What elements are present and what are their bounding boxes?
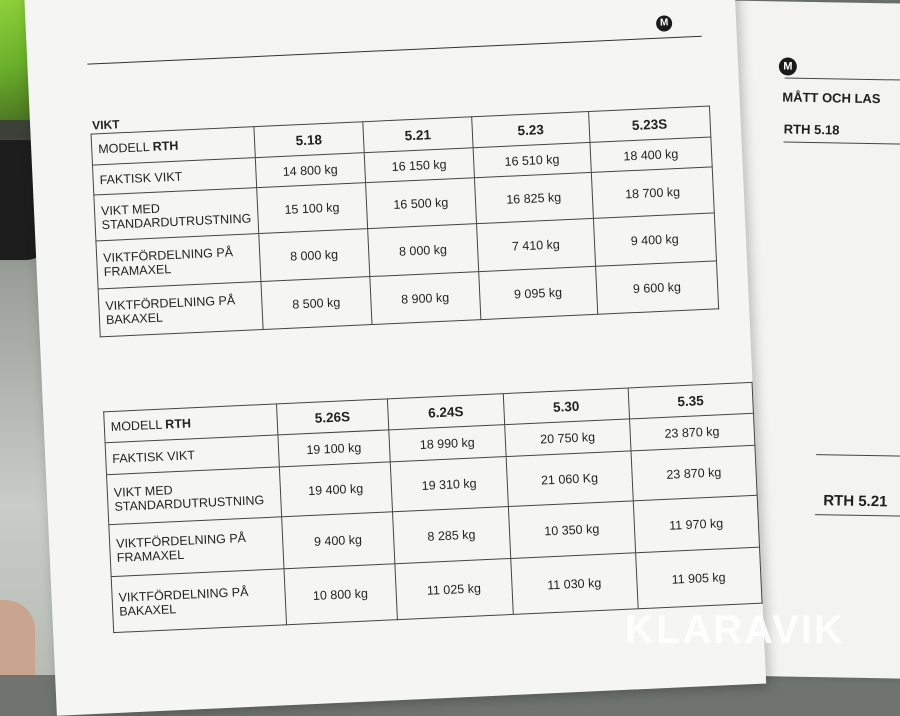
right-page-subheading-1: RTH 5.18 [783,121,840,138]
model-header: 5.18 [254,122,364,158]
watermark-logo: KLARAVIK [625,608,845,652]
table-cell: 16 500 kg [365,178,476,229]
table-cell: 8 500 kg [261,277,372,330]
table-cell: 9 400 kg [593,213,716,266]
table-cell: 10 800 kg [284,564,397,625]
model-header: 5.21 [363,117,473,153]
table-cell: 11 030 kg [511,553,638,615]
right-page-heading: MÅTT OCH LAS [782,89,881,107]
section-title: VIKT [91,117,120,133]
table-cell: 11 970 kg [633,495,760,553]
table-cell: 16 510 kg [473,142,591,177]
table-cell: 14 800 kg [255,153,365,188]
model-header: 5.23 [471,111,589,147]
table-cell: 11 025 kg [394,558,513,619]
table-cell: 18 990 kg [388,425,506,462]
row-label: FAKTISK VIKT [92,158,256,195]
table-cell: 15 100 kg [256,183,367,234]
right-header-rule [785,77,900,80]
table-cell: 16 150 kg [364,148,474,183]
model-header: 5.23S [588,106,710,142]
row-label: VIKT MED STANDARDUTRUSTNING [107,467,282,525]
right-page-subheading-2: RTH 5.21 [823,492,888,511]
row-label: VIKTFÖRDELNING PÅ BAKAXEL [111,569,286,633]
table-cell: 10 350 kg [508,501,635,559]
table-cell: 21 060 Kg [506,451,633,507]
right-rule-1 [784,141,900,144]
brand-logo-icon: M [656,15,673,32]
table-cell: 18 400 kg [590,137,712,172]
row-label: VIKTFÖRDELNING PÅ FRAMAXEL [109,517,284,577]
table-cell: 8 000 kg [259,229,370,282]
row-label: VIKT MED STANDARDUTRUSTNING [94,188,259,241]
model-header: 6.24S [387,394,505,430]
table-cell: 9 600 kg [595,261,718,314]
table-cell: 9 095 kg [478,266,597,319]
model-label: MODELL RTH [104,404,278,443]
table-cell: 19 310 kg [390,457,509,512]
table-cell: 8 000 kg [367,224,478,277]
weight-table-2 [103,382,762,633]
model-label: MODELL RTH [91,127,255,165]
table-cell: 7 410 kg [476,218,595,271]
table-cell: 18 700 kg [591,167,714,218]
model-header: 5.35 [628,382,754,419]
table-cell: 8 900 kg [370,272,481,325]
brand-logo-icon: M [779,57,797,75]
table-cell: 8 285 kg [392,507,511,564]
weight-table-1 [91,105,719,337]
row-label: FAKTISK VIKT [105,435,279,475]
model-header: 5.30 [503,388,629,425]
right-rule-2 [816,454,900,457]
header-rule [87,36,701,65]
table-cell: 11 905 kg [635,547,762,609]
right-rule-3 [815,514,900,517]
row-label: VIKTFÖRDELNING PÅ FRAMAXEL [96,234,261,289]
table-cell: 16 825 kg [474,172,593,223]
row-label: VIKTFÖRDELNING PÅ BAKAXEL [98,282,263,337]
table-cell: 19 400 kg [279,462,392,517]
table-cell: 9 400 kg [282,512,395,569]
table-cell: 23 870 kg [629,413,755,451]
table-cell: 19 100 kg [278,430,390,467]
model-header: 5.26S [276,399,388,435]
table-cell: 20 750 kg [505,419,631,457]
table-cell: 23 870 kg [631,445,758,501]
